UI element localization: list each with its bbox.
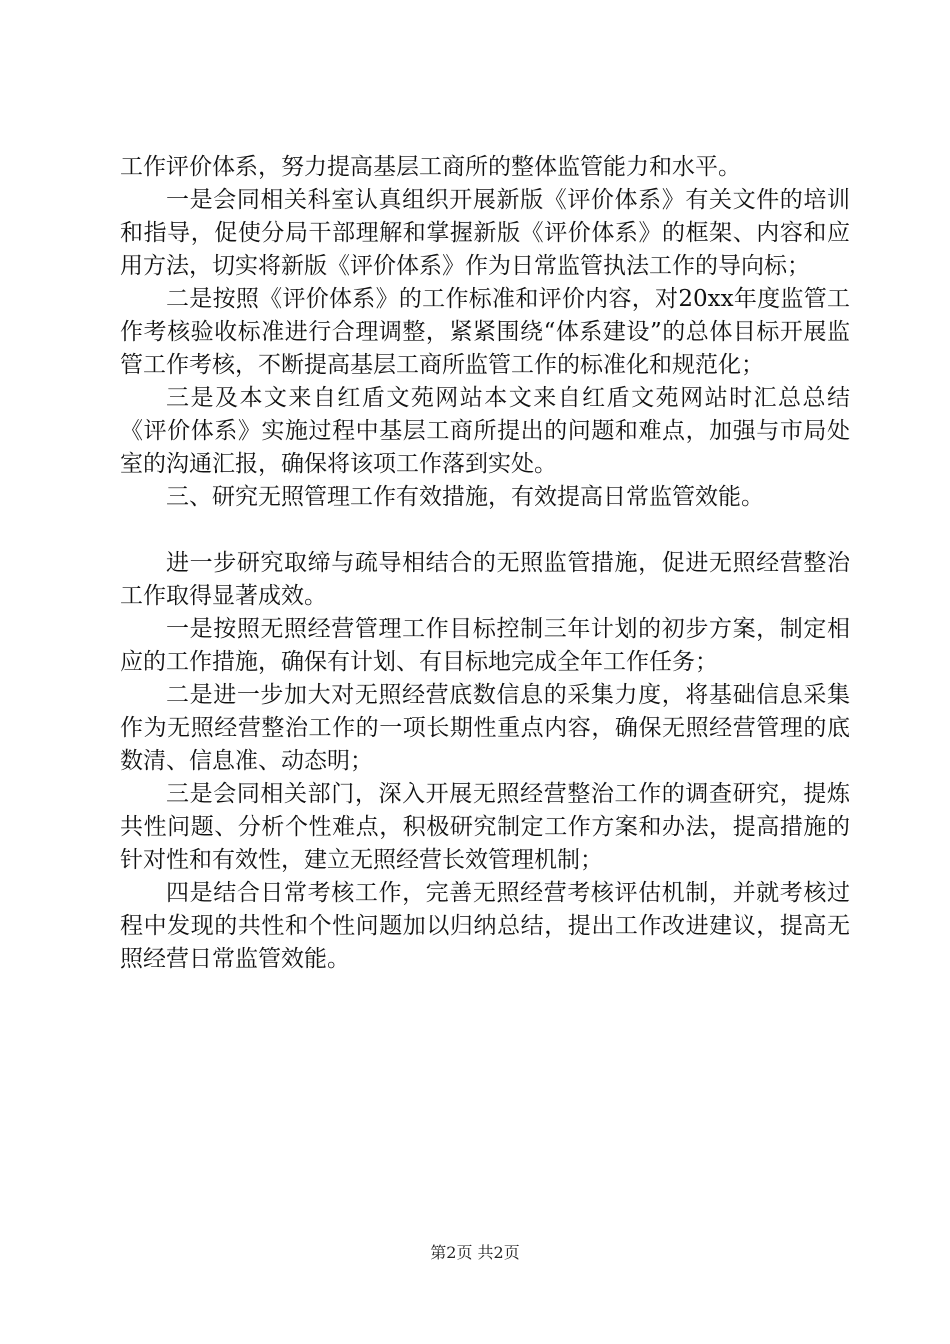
document-body (120, 151, 850, 976)
paragraph-measure-4: 四是结合日常考核工作，完善无照经营考核评估机制，并就考核过程中发现的共性和个性问题加以归纳总结，提出工作改进建议，提高无照经营日常监管效能。 (120, 880, 850, 972)
paragraph-measure-3: 三是会同相关部门，深入开展无照经营整治工作的调查研究，提炼共性问题、分析个性难点，积极研究制定工作方案和办法，提高措施的针对性和有效性，建立无照经营长效管理机制； (120, 781, 850, 873)
paragraph-measure-2: 二是进一步加大对无照经营底数信息的采集力度，将基础信息采集作为无照经营整治工作的一项长期性重点内容，确保无照经营管理的底数清、信息准、动态明； (120, 682, 850, 774)
paragraph-item-2-standards: 二是按照《评价体系》的工作标准和评价内容，对20xx年度监管工作考核验收标准进行合理调整，紧紧围绕“体系建设”的总体目标开展监管工作考核，不断提高基层工商所监管工作的标准化和规范化； (120, 286, 850, 378)
paragraph-item-1-training: 一是会同相关科室认真组织开展新版《评价体系》有关文件的培训和指导，促使分局干部理解和掌握新版《评价体系》的框架、内容和应用方法，切实将新版《评价体系》作为日常监管执法工作的导向标； (120, 187, 850, 279)
section-heading-3: 三、研究无照管理工作有效措施，有效提高日常监管效能。 (166, 484, 764, 510)
paragraph-section-intro: 进一步研究取缔与疏导相结合的无照监管措施，促进无照经营整治工作取得显著成效。 (120, 550, 850, 609)
paragraph-measure-1: 一是按照无照经营管理工作目标控制三年计划的初步方案，制定相应的工作措施，确保有计划、有目标地完成全年工作任务； (120, 616, 850, 675)
paragraph-spacer (120, 514, 850, 547)
paragraph-item-3-summary: 三是及本文来自红盾文苑网站本文来自红盾文苑网站时汇总总结《评价体系》实施过程中基层工商所提出的问题和难点，加强与市局处室的沟通汇报，确保将该项工作落到实处。 (120, 385, 850, 477)
page-number-footer: 第2页 共2页 (430, 1243, 520, 1262)
paragraph-continuation: 工作评价体系，努力提高基层工商所的整体监管能力和水平。 (120, 154, 741, 180)
